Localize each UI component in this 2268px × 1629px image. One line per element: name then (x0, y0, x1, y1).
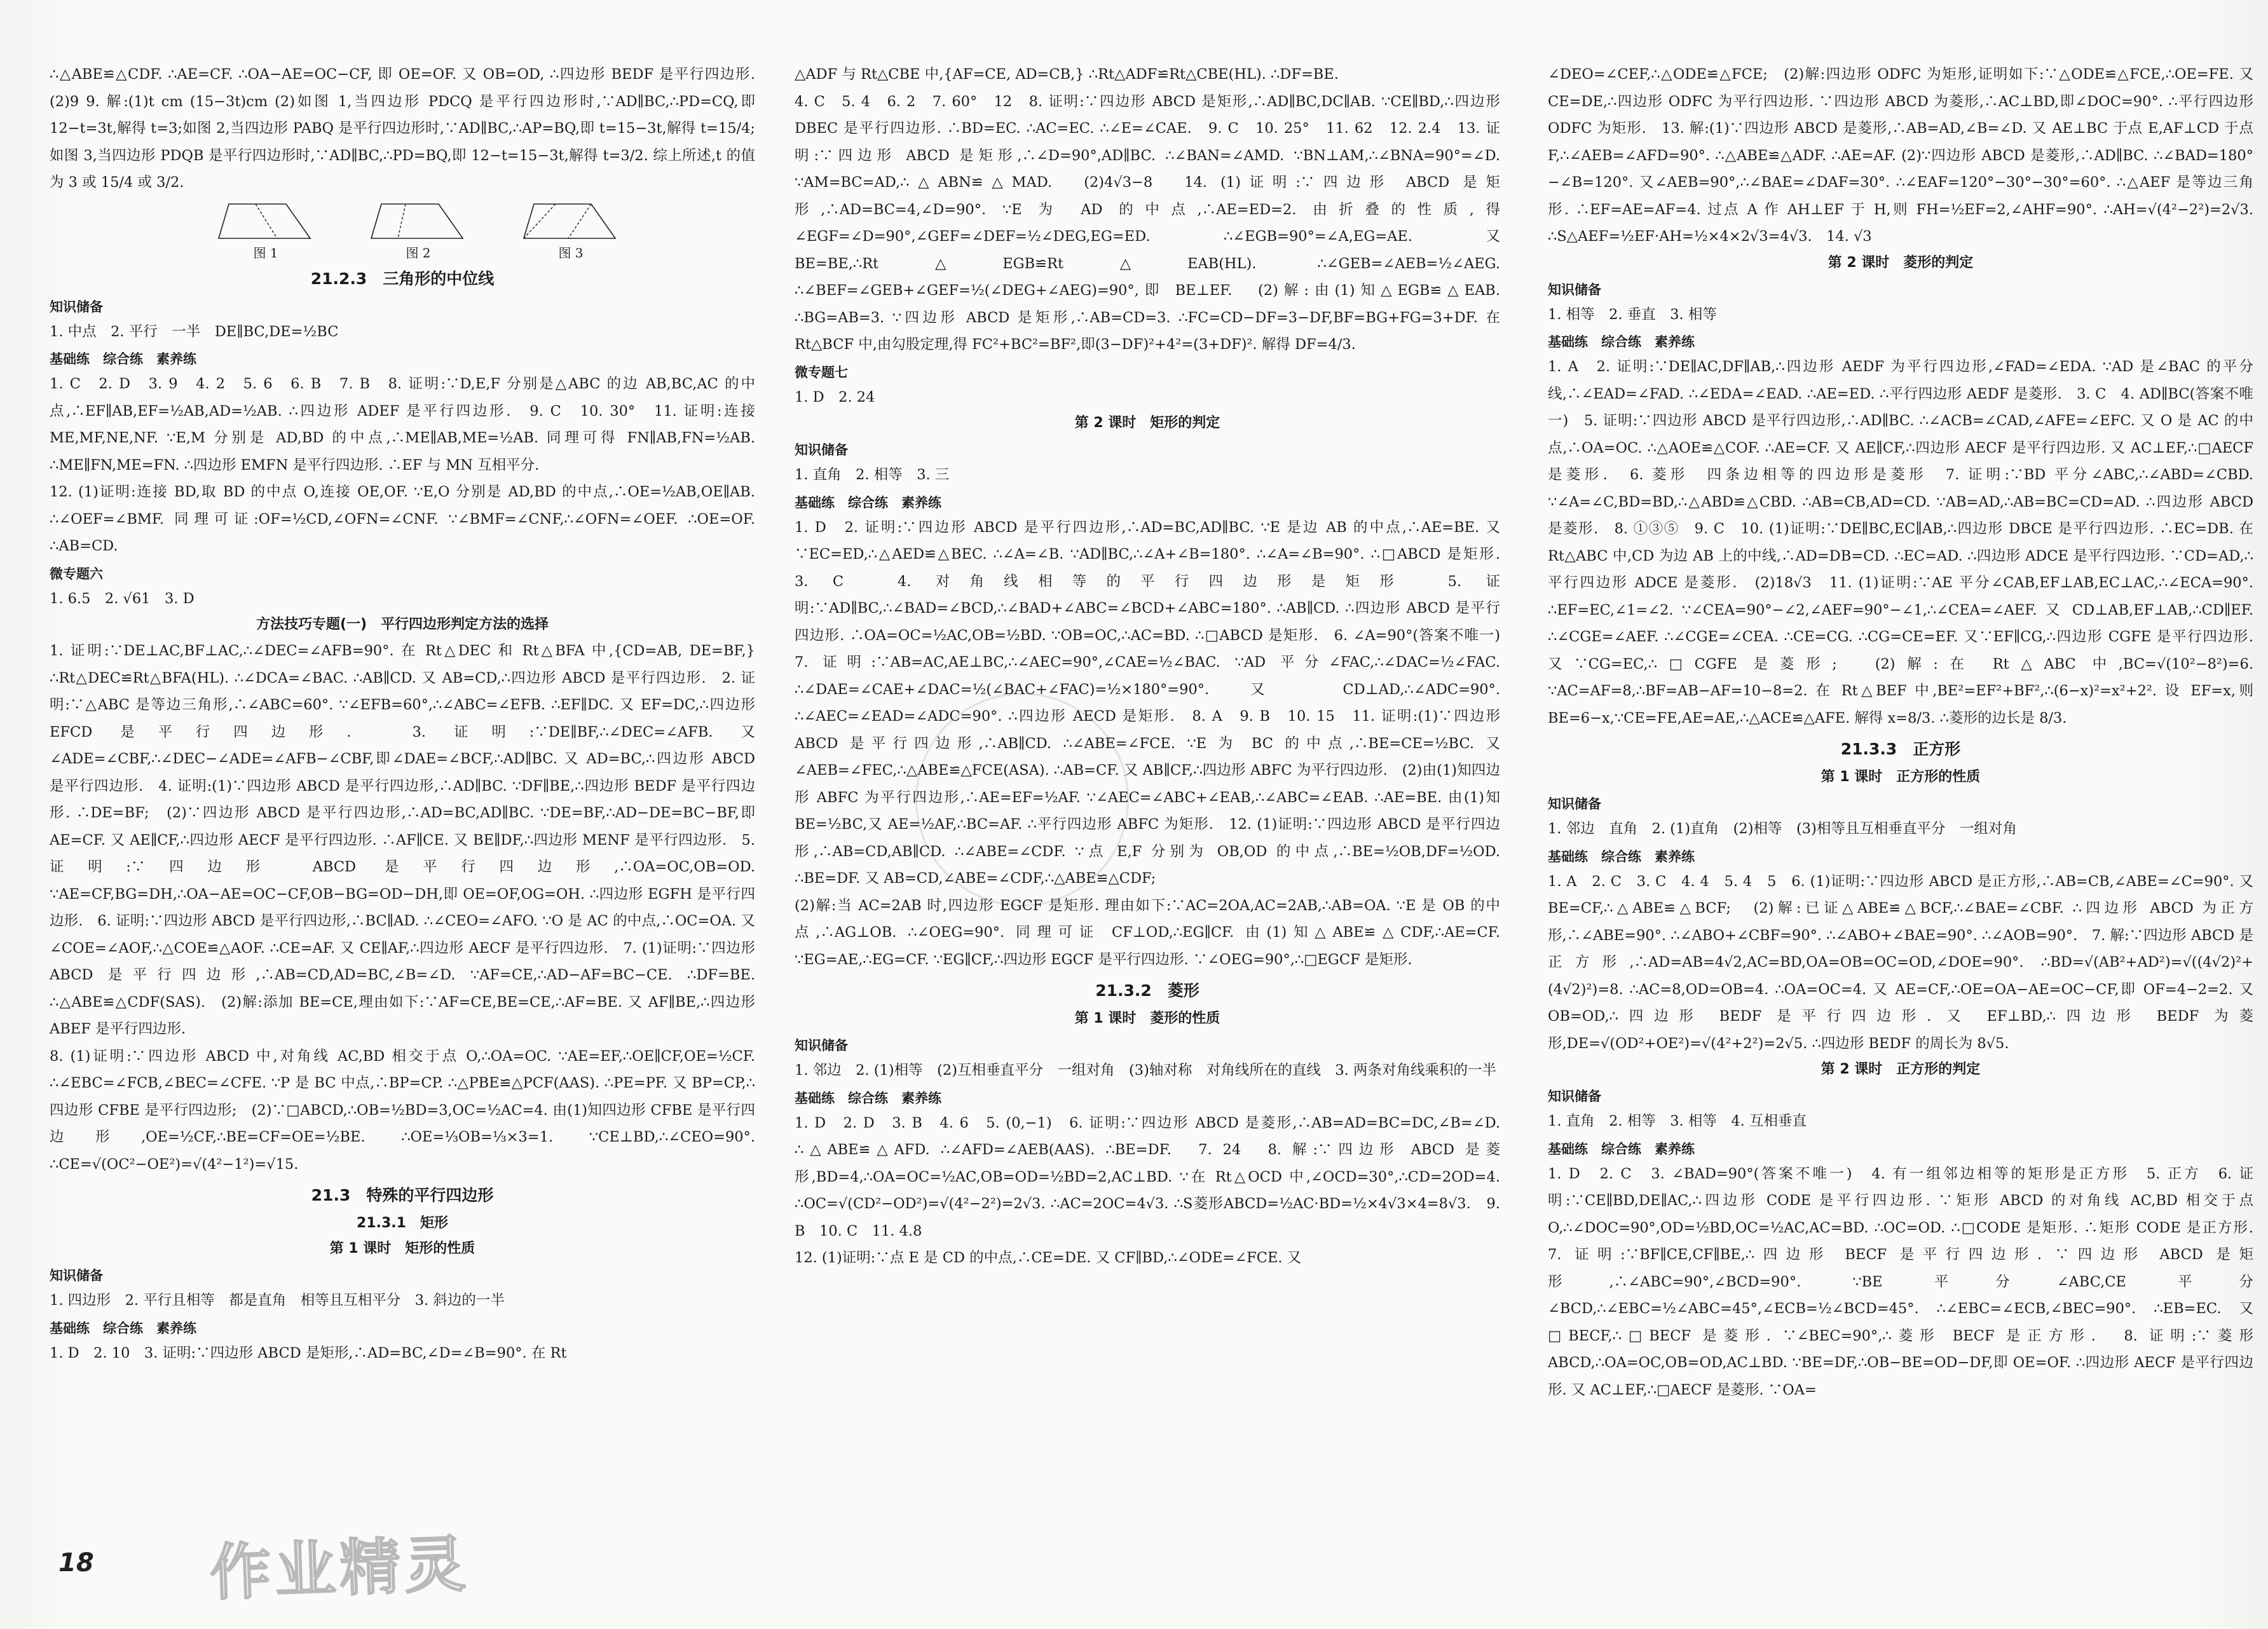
watermark-logo: 作业精灵 (208, 1528, 471, 1609)
section-label: 基础练 综合练 素养练 (50, 351, 196, 367)
lesson-title: 第 2 课时 正方形的判定 (1821, 1061, 1981, 1077)
lesson-title: 第 1 课时 菱形的性质 (1074, 1011, 1220, 1026)
subsection-title: 21.3.1 矩形 (357, 1215, 448, 1231)
lesson-title: 第 2 课时 矩形的判定 (1074, 415, 1220, 431)
paragraph: 1. 邻边 直角 2. (1)直角 (2)相等 (3)相等且互相垂直平分 一组对角 (1548, 821, 2017, 837)
figure-caption: 图 2 (406, 245, 431, 261)
paragraph: 1. 中点 2. 平行 一半 DE∥BC,DE=½BC (50, 323, 339, 340)
section-label: 基础练 综合练 素养练 (50, 1320, 196, 1336)
page-number: 18 (58, 1548, 94, 1578)
paragraph: 1. A 2. 证明:∵DE∥AC,DF∥AB,∴四边形 AEDF 为平行四边形,∠FAD=∠EDA. ∵AD 是∠BAC 的平分线,∴∠EAD=∠FAD. ∴∠EDA=∠EAD. ∴AE=ED. ∴平行四边形 AEDF 是菱形. 3. C 4. AD∥BC(答案不唯一) 5. 证明:∵四边形 ABCD 是平行四边形,∴AD∥BC. ∴∠ACB=∠CAD,∠AFE=∠EFC. 又 O 是 AC 的中点,∴OA=OC. ∴△AOE≌△COF. ∴AE=CF. 又 AE∥CF,∴四边形 AECF 是平行四边形. 又 AC⊥EF,∴□AECF 是菱形. 6. 菱形 四条边相等的四边形是菱形 7. 证明:∵BD 平分∠ABC,∴∠ABD=∠CBD. ∵∠A=∠C,BD=BD,∴△ABD≌△CBD. ∴AB=CB,AD=CD. ∵AB=AD,∴AB=BC=CD=AD. ∴四边形 ABCD 是菱形. 8. ①③⑤ 9. C 10. (1)证明:∵DE∥BC,EC∥AB,∴四边形 DBCE 是平行四边形. ∴EC=DB. 在 Rt△ABC 中,CD 为边 AB 上的中线,∴AD=DB=CD. ∴EC=AD. ∴四边形 ADCE 是平行四边形. ∵CD=AD,∴平行四边形 ADCE 是菱形. (2)18√3 11. (1)证明:∵AE 平分∠CAB,EF⊥AB,EC⊥AC,∴∠ECA=90°. ∴EF=EC,∠1=∠2. ∵∠CEA=90°−∠2,∠AEF=90°−∠1,∴∠CEA=∠AEF. 又 CD⊥AB,EF⊥AB,∴CD∥EF. ∴∠CGE=∠AEF. ∴∠CGE=∠CEA. ∴CE=CG. ∴CG=CE=EF. 又∵EF∥CG,∴四边形 CGFE 是平行四边形. 又∵CG=EC,∴□CGFE 是菱形; (2)解:在 Rt△ABC 中,BC=√(10²−8²)=6. ∵AC=AF=8,∴BF=AB−AF=10−8=2. 在 Rt△BEF 中,BE²=EF²+BF²,∴(6−x)²=x²+2². 设 EF=x,则 BE=6−x,∵CE=FE,AE=AE,∴△ACE≌△AFE. 解得 x=8/3. ∴菱形的边长是 8/3. (1548, 358, 2253, 726)
section-label: 知识储备 (795, 1038, 848, 1053)
figure-caption: 图 3 (558, 245, 584, 261)
paragraph: ∴△ABE≌△CDF. ∴AE=CF. ∴OA−AE=OC−CF, 即 OE=OF. 又 OB=OD, ∴四边形 BEDF 是平行四边形. (2)9 9. 解:(1)t cm (15−3t)cm (2)如图 1,当四边形 PDCQ 是平行四边形时,∵AD∥BC,∴PD=CQ,即 12−t=3t,解得 t=3;如图 2,当四边形 PABQ 是平行四边形时,∵AD∥BC,∴AP=BQ,即 t=15−3t,解得 t=15/4;如图 3,当四边形 PDQB 是平行四边形时,∵AD∥BC,∴PD=BQ,即 12−t=15−3t,解得 t=3/2. 综上所述,t 的值为 3 或 15/4 或 3/2. (50, 66, 755, 191)
paragraph: 1. D 2. C 3. ∠BAD=90°(答案不唯一) 4. 有一组邻边相等的矩形是正方形 5. 正方 6. 证明:∵CE∥BD,DE∥AC,∴四边形 CODE 是平行四边形. ∵矩形 ABCD 的对角线 AC,BD 相交于点 O,∴∠DOC=90°,OD=½BD,OC=½AC,AC=BD. ∴OC=OD. ∴□CODE 是矩形. ∴矩形 CODE 是正方形. 7. 证明:∵BF∥CE,CF∥BE,∴四边形 BECF 是平行四边形. ∵四边形 ABCD 是矩形,∴∠ABC=90°,∠BCD=90°. ∵BE 平分∠ABC,CE 平分∠BCD,∴∠EBC=½∠ABC=45°,∠ECB=½∠BCD=45°. ∴∠EBC=∠ECB,∠BEC=90°. ∴EB=EC. 又□BECF,∴□BECF 是菱形. ∵∠BEC=90°,∴菱形 BECF 是正方形. 8. 证明:∵菱形 ABCD,∴OA=OC,OB=OD,AC⊥BD. ∵BE=DF,∴OB−BE=OD−DF,即 OE=OF. ∴四边形 AECF 是平行四边形. 又 AC⊥EF,∴□AECF 是菱形. ∵OA= (1548, 1165, 2268, 1398)
paragraph: (2)解:当 AC=2AB 时,四边形 EGCF 是矩形. 理由如下:∵AC=2OA,AC=2AB,∴AB=OA. ∵E 是 OB 的中点,∴AG⊥OB. ∴∠OEG=90°. 同理可证 CF⊥OD,∴EG∥CF. 由(1)知△ABE≌△CDF,∴AE=CF. ∵EG=AE,∴EG=CF. ∵EG∥CF,∴四边形 EGCF 是平行四边形. ∵∠OEG=90°,∴□EGCF 是矩形. (795, 897, 1500, 968)
answer-column-1 (50, 61, 755, 1586)
paragraph: ∠DEO=∠CEF,∴△ODE≌△FCE; (2)解:四边形 ODFC 为矩形,证明如下:∵△ODE≌△FCE,∴OE=FE. 又 CE=DE,∴四边形 ODFC 为平行四边形. ∵四边形 ABCD 为菱形,∴AC⊥BD,即∠DOC=90°. ∴平行四边形 ODFC 为矩形. 13. 解:(1)∵四边形 ABCD 是菱形,∴AB=AD,∠B=∠D. 又 AE⊥BC 于点 E,AF⊥CD 于点 F,∴∠AEB=∠AFD=90°. ∴△ABE≌△ADF. ∴AE=AF. (2)∵四边形 ABCD 是菱形,∴AD∥BC. ∴∠BAD=180°−∠B=120°. 又∠AEB=90°,∴∠BAE=∠DAF=30°. ∴∠EAF=120°−30°−30°=60°. ∴△AEF 是等边三角形. ∴EF=AE=AF=4. 过点 A 作 AH⊥EF 于 H,则 FH=½EF=2,∠AHF=90°. ∴AH=√(4²−2²)=2√3. ∴S△AEF=½EF·AH=½×4×2√3=4√3. 14. √3 (1548, 66, 2253, 245)
section-title: 21.3 特殊的平行四边形 (311, 1186, 494, 1204)
section-label: 基础练 综合练 素养练 (795, 494, 941, 510)
paragraph: 1. D 2. 证明:∵四边形 ABCD 是平行四边形,∴AD=BC,AD∥BC. ∵E 是边 AB 的中点,∴AE=BE. 又∵EC=ED,∴△AED≌△BEC. ∴∠A=∠B. ∵AD∥BC,∴∠A+∠B=180°. ∴∠A=∠B=90°. ∴□ABCD 是矩形. 3. C 4. 对角线相等的平行四边形是矩形 5. 证明:∵AD∥BC,∴∠BAD=∠BCD,∴∠BAD+∠ABC=∠BCD+∠ABC=180°. ∴AB∥CD. ∴四边形 ABCD 是平行四边形. ∴OA=OC=½AC,OB=½BD. ∵OB=OC,∴AC=BD. ∴□ABCD 是矩形. 6. ∠A=90°(答案不唯一) 7. 证明:∵AB=AC,AE⊥BC,∴∠AEC=90°,∠CAE=½∠BAC. ∵AD 平分∠FAC,∴∠DAC=½∠FAC. ∴∠DAE=∠CAE+∠DAC=½(∠BAC+∠FAC)=½×180°=90°. 又 CD⊥AD,∴∠ADC=90°. ∴∠AEC=∠EAD=∠ADC=90°. ∴四边形 AECD 是矩形. 8. A 9. B 10. 15 11. 证明:(1)∵四边形 ABCD 是平行四边形,∴AB∥CD. ∴∠ABE=∠FCE. ∵E 为 BC 的中点,∴BE=CE=½BC. 又∠AEB=∠FEC,∴△ABE≌△FCE(ASA). ∴AB=CF. 又 AB∥CF,∴四边形 ABFC 为平行四边形. (2)由(1)知四边形 ABFC 为平行四边形,∴AE=EF=½AF. ∵∠AEC=∠ABC+∠EAB,∴∠ABC=∠EAB. ∴AE=BE. 由(1)知 BE=½BC,又 AE=½AF,∴BC=AF. ∴平行四边形 ABFC 为矩形. 12. (1)证明:∵四边形 ABCD 是平行四边形,∴AB=CD,AB∥CD. ∴∠ABE=∠CDF. ∵点 E,F 分别为 OB,OD 的中点,∴BE=½OB,DF=½OD. ∴BE=DF. 又 AB=CD,∠ABE=∠CDF,∴△ABE≌△CDF; (795, 519, 1515, 887)
figure-caption: 图 1 (253, 245, 278, 261)
section-label: 基础练 综合练 素养练 (795, 1090, 941, 1106)
answer-column-3 (1548, 61, 2268, 1586)
trapezoid-diagram-1 (215, 199, 317, 245)
paragraph: 1. D 2. 24 (795, 388, 875, 406)
paragraph: 1. 四边形 2. 平行且相等 都是直角 相等且互相平分 3. 斜边的一半 (50, 1292, 505, 1309)
lesson-title: 第 1 课时 正方形的性质 (1821, 769, 1981, 785)
section-label: 知识储备 (1548, 1089, 1601, 1104)
paragraph: 1. 直角 2. 相等 3. 三 (795, 467, 950, 483)
paragraph: 1. 直角 2. 相等 3. 相等 4. 互相垂直 (1548, 1113, 1807, 1129)
section-label: 知识储备 (1548, 282, 1601, 297)
figure-3 (520, 199, 622, 261)
paragraph: 12. (1)证明:∵点 E 是 CD 的中点,∴CE=DE. 又 CF∥BD,∴∠ODE=∠FCE. 又 (795, 1250, 1302, 1266)
paragraph: 1. C 2. D 3. 9 4. 2 5. 6 6. B 7. B 8. 证明:∵D,E,F 分别是△ABC 的边 AB,BC,AC 的中点,∴EF∥AB,EF=½AB,AD=½AB. ∴四边形 ADEF 是平行四边形. 9. C 10. 30° 11. 证明:连接 ME,MF,NE,NF. ∵E,M 分别是 AD,BD 的中点,∴ME∥AB,ME=½AB. 同理可得 FN∥AB,FN=½AB. ∴ME∥FN,ME=FN. ∴四边形 EMFN 是平行四边形. ∴EF 与 MN 互相平分. (50, 376, 755, 474)
paragraph: 12. (1)证明:连接 BD,取 BD 的中点 O,连接 OE,OF. ∵E,O 分别是 AD,BD 的中点,∴OE=½AB,OE∥AB. ∴∠OEF=∠BMF. 同理可证:OF=½CD,∠OFN=∠CNF. ∵∠BMF=∠CNF,∴∠OFN=∠OEF. ∴OE=OF. ∴AB=CD. (50, 484, 755, 554)
paragraph: 1. 6.5 2. √61 3. D (50, 590, 195, 607)
section-label: 知识储备 (1548, 796, 1601, 812)
section-label: 微专题七 (795, 364, 848, 380)
figure-2 (367, 199, 469, 261)
figure-row (215, 199, 622, 261)
paragraph: 4. C 5. 4 6. 2 7. 60° 12 8. 证明:∵四边形 ABCD 是矩形,∴AD∥BC,DC∥AB. ∵CE∥BD,∴四边形 DBEC 是平行四边形. ∴BD=EC. ∴AC=EC. ∴∠E=∠CAE. 9. C 10. 25° 11. 62 12. 2.4 13. 证明:∵四边形 ABCD 是矩形,∴∠D=90°,AD∥BC. ∴∠BAN=∠AMD. ∵BN⊥AM,∴∠BNA=90°=∠D. ∵AM=BC=AD,∴△ABN≌△MAD. (2)4√3−8 14. (1)证明:∵四边形 ABCD 是矩形,∴AD=BC=4,∠D=90°. ∵E 为 AD 的中点,∴AE=ED=2. 由折叠的性质,得∠EGF=∠D=90°,∠GEF=∠DEF=½∠DEG,EG=ED. ∴∠EGB=90°=∠A,EG=AE. 又 BE=BE,∴Rt△EGB≌Rt△EAB(HL). ∴∠GEB=∠AEB=½∠AEG. ∴∠BEF=∠GEB+∠GEF=½(∠DEG+∠AEG)=90°,即 BE⊥EF. (2)解:由(1)知△EGB≌△EAB. ∴BG=AB=3. ∵四边形 ABCD 是矩形,∴AB=CD=3. ∴FC=CD−DF=3−DF,BF=BG+FG=3+DF. 在 Rt△BCF 中,由勾股定理,得 FC²+BC²=BF²,即(3−DF)²+4²=(3+DF)². 解得 DF=4/3. (795, 93, 1500, 353)
paragraph: 1. 相等 2. 垂直 3. 相等 (1548, 306, 1717, 323)
section-label: 知识储备 (50, 299, 103, 315)
paragraph: 1. 邻边 2. (1)相等 (2)互相垂直平分 一组对角 (3)轴对称 对角线所在的直线 3. 两条对角线乘积的一半 (795, 1062, 1496, 1079)
section-label: 微专题六 (50, 566, 103, 582)
lesson-title: 第 1 课时 矩形的性质 (329, 1241, 475, 1257)
trapezoid-diagram-2 (367, 199, 469, 245)
paragraph: △ADF 与 Rt△CBE 中,{AF=CE, AD=CB,} ∴Rt△ADF≌Rt△CBE(HL). ∴DF=BE. (795, 66, 1339, 83)
section-title: 21.3.2 菱形 (1095, 981, 1199, 1000)
section-label: 知识储备 (795, 442, 848, 458)
lesson-title: 第 2 课时 菱形的判定 (1827, 254, 1974, 271)
section-label: 基础练 综合练 素养练 (1548, 1141, 1695, 1157)
section-title: 21.2.3 三角形的中位线 (310, 269, 495, 288)
paragraph: 1. D 2. D 3. B 4. 6 5. (0,−1) 6. 证明:∵四边形 ABCD 是菱形,∴AB=AD=BC=DC,∠B=∠D. ∴△ABE≌△AFD. ∴∠AFD=∠AEB(AAS). ∴BE=DF. 7. 24 8. 解:∵四边形 ABCD 是菱形,BD=4,∴OA=OC=½AC,OB=OD=½BD=2,AC⊥BD. ∵在 Rt△OCD 中,∠OCD=30°,∴CD=2OD=4. ∴OC=√(CD²−OD²)=√(4²−2²)=2√3. ∴AC=2OC=4√3. ∴S菱形ABCD=½AC·BD=½×4√3×4=8√3. 9. B 10. C 11. 4.8 (795, 1114, 1500, 1239)
section-title: 方法技巧专题(一) 平行四边形判定方法的选择 (256, 617, 549, 632)
paragraph: 1. 证明:∵DE⊥AC,BF⊥AC,∴∠DEC=∠AFB=90°. 在 Rt△DEC 和 Rt△BFA 中,{CD=AB, DE=BF,} ∴Rt△DEC≌Rt△BFA(HL). ∴∠DCA=∠BAC. ∴AB∥CD. 又 AB=CD,∴四边形 ABCD 是平行四边形. 2. 证明:∵△ABC 是等边三角形,∴∠ABC=60°. ∵∠EFB=60°,∴∠ABC=∠EFB. ∴EF∥DC. 又 EF=DC,∴四边形 EFCD 是平行四边形. 3. 证明:∵DE∥BF,∴∠DEC=∠AFB. 又∠ADE=∠CBF,∴∠DEC−∠ADE=∠AFB−∠CBF,即∠DAE=∠BCF,∴AD∥BC. 又 AD=BC,∴四边形 ABCD 是平行四边形. 4. 证明:(1)∵四边形 ABCD 是平行四边形,∴AD∥BC. ∵DF∥BE,∴四边形 BEDF 是平行四边形. ∴DE=BF; (2)∵四边形 ABCD 是平行四边形,∴AD=BC,AD∥BC. ∵DE=BF,∴AD−DE=BC−BF,即 AE=CF. 又 AE∥CF,∴四边形 AECF 是平行四边形. ∴AF∥CE. 又 BE∥DF,∴四边形 MENF 是平行四边形. 5. 证明:∵四边形 ABCD 是平行四边形,∴OA=OC,OB=OD. ∵AE=CF,BG=DH,∴OA−AE=OC−CF,OB−BG=OD−DH,即 OE=OF,OG=OH. ∴四边形 EGFH 是平行四边形. 6. 证明:∵四边形 ABCD 是平行四边形,∴BC∥AD. ∴∠CEO=∠AFO. ∵O 是 AC 的中点,∴OC=OA. 又∠COE=∠AOF,∴△COE≌△AOF. ∴CE=AF. 又 CE∥AF,∴四边形 AECF 是平行四边形. 7. (1)证明:∵四边形 ABCD 是平行四边形,∴AB=CD,AD=BC,∠B=∠D. ∵AF=CE,∴AD−AF=BC−CE. ∴DF=BE. ∴△ABE≌△CDF(SAS). (2)解:添加 BE=CE,理由如下:∵AF=CE,BE=CE,∴AF=BE. 又 AF∥BE,∴四边形 ABEF 是平行四边形. (50, 643, 755, 1037)
paragraph: 1. A 2. C 3. C 4. 4 5. 4 5 6. (1)证明:∵四边形 ABCD 是正方形,∴AB=CB,∠ABE=∠C=90°. 又 BE=CF,∴△ABE≌△BCF; (2)解:已证△ABE≌△BCF,∴∠BAE=∠CBF. ∴四边形 ABCD 为正方形,∴∠ABE=90°. ∴∠ABO+∠CBF=90°. ∴∠ABO+∠BAE=90°. ∴∠AOB=90°. 7. 解:∵四边形 ABCD 是正方形,∴AD=AB=4√2,AC=BD,OA=OB=OC=OD,∠DOE=90°. ∴BD=√(AB²+AD²)=√((4√2)²+(4√2)²)=8. ∴AC=8,OD=OB=4. ∴OA=OC=4. 又 AE=CF,∴OE=OA−AE=OC−CF,即 OF=4−2=2. 又 OB=OD,∴四边形 BEDF 是平行四边形. 又 EF⊥BD,∴四边形 BEDF 为菱形,DE=√(OD²+OE²)=√(4²+2²)=2√5. ∴四边形 BEDF 的周长为 8√5. (1548, 873, 2253, 1052)
section-label: 知识储备 (50, 1268, 103, 1283)
section-title: 21.3.3 正方形 (1840, 740, 1961, 758)
section-label: 基础练 综合练 素养练 (1548, 334, 1695, 350)
figure-1 (215, 199, 317, 261)
answer-column-2 (795, 61, 1515, 1586)
paragraph: 1. D 2. 10 3. 证明:∵四边形 ABCD 是矩形,∴AD=BC,∠D=∠B=90°. 在 Rt (50, 1344, 567, 1361)
paragraph: 8. (1)证明:∵四边形 ABCD 中,对角线 AC,BD 相交于点 O,∴OA=OC. ∵AE=EF,∴OE∥CF,OE=½CF. ∴∠EBC=∠FCB,∠BEC=∠CFE. ∵P 是 BC 中点,∴BP=CP. ∴△PBE≌△PCF(AAS). ∴PE=PF. 又 BP=CP,∴四边形 CFBE 是平行四边形; (2)∵□ABCD,∴OB=½BD=3,OC=½AC=4. 由(1)知四边形 CFBE 是平行四边形,OE=½CF,∴BE=CF=OE=½BE. ∴OE=⅓OB=⅓×3=1. ∵CE⊥BD,∴∠CEO=90°. ∴CE=√(OC²−OE²)=√(4²−1²)=√15. (50, 1047, 755, 1173)
trapezoid-diagram-3 (520, 199, 622, 245)
section-label: 基础练 综合练 素养练 (1548, 849, 1695, 864)
